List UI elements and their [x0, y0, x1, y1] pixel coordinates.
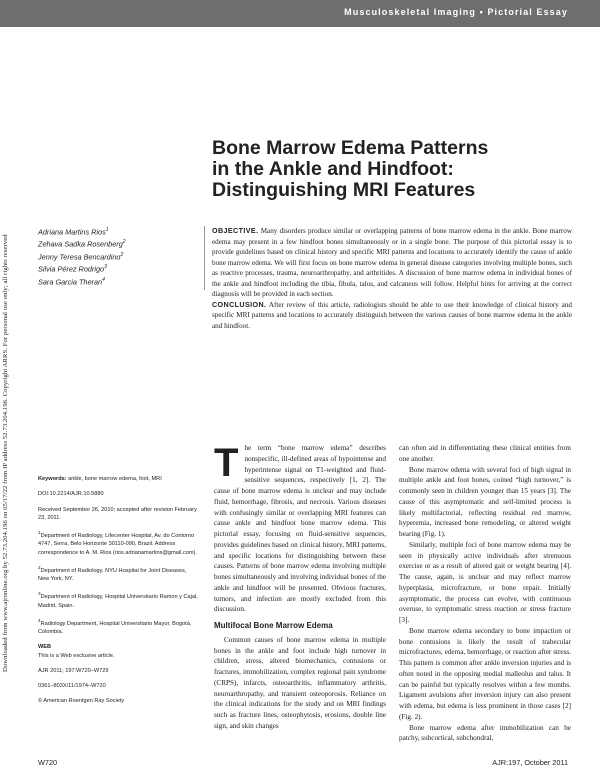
author-name: Adriana Martins Rios	[38, 227, 106, 237]
keywords	[38, 475, 198, 483]
abstract	[212, 226, 572, 331]
body-paragraph	[214, 443, 386, 615]
section-label: Musculoskeletal Imaging • Pictorial Essay	[344, 7, 568, 17]
author	[38, 225, 198, 237]
web-label: WEB	[38, 644, 52, 651]
author	[38, 262, 198, 274]
author	[38, 275, 198, 287]
affiliation-3: $^3$Department of Radiology, Hospital Universitario Ramon y Cajal, Madrid, Spain.	[38, 591, 198, 609]
header-bar	[0, 0, 600, 27]
affiliation-2: $^2$Department of Radiology, NYU Hospital for Joint Diseases, New York, NY.	[38, 564, 187, 583]
affiliation-4: $^4$Radiology Department, Hospital Universitario Mayor, Bogotá, Colombia.	[38, 617, 192, 635]
drop-cap: T	[214, 441, 239, 485]
author-affiliation-mark: 2	[120, 251, 124, 258]
issn: 0361–803X/11/1974–W720	[38, 683, 106, 690]
body-paragraph: can often aid in differentiating these clinical entities from one another.	[399, 444, 571, 463]
body-paragraph: Bone marrow edema secondary to bone impaction or bone contusions is likely the result of trabecular microfractures, edema, hemorrhage, or reaction after stress. This pattern is common after ankle inversion injuries and is often noted in the opposing medial malleolus and talus. It can be painful but typically resolves within a few months. Ligament avulsions after inversion injury can also present with edema, but edema is less prominent in those cases [2] (Fig. 2).	[399, 626, 571, 721]
received-dates: Received September 26, 2010; accepted after revision February 23, 2011.	[38, 506, 197, 521]
abstract-conclusion	[212, 300, 572, 332]
affiliation-text: Department of Radiology, Lifecenter Hospital, Av. do Contorno 4747, Serra, Belo Horizonte 30110-090, Brazil. Address correspondence to A. M. Rios (rios.adrianamartins@gmail.com).	[38, 533, 197, 556]
abstract-objective	[212, 226, 572, 300]
body-paragraph: Common causes of bone marrow edema in multiple bones in the ankle and foot include high turnover in children, stress, altered biomechanics, contusions or fractures, immobilization, complex regional pain syndrome (CRPS), infarcts, osteoarthritis, inflammatory arthritis, neuroarthropathy, and transient osteoporosis. Reliance on the clinical indications for the study and on MRI findings such as fracture lines, osteophytosis, erosions, double line sign, and skin changes	[214, 635, 386, 730]
web-text: This is a Web exclusive article.	[38, 652, 115, 659]
citation: AJR 2011; 197:W720–W729	[38, 667, 109, 674]
conclusion-label: CONCLUSION.	[212, 300, 267, 309]
page-number: W720	[38, 758, 58, 767]
objective-text: Many disorders produce similar or overlapping patterns of bone marrow edema in the ankle. Bone marrow edema may present in a few hindfoot bones simultaneously or in a single bone. The purpose of this pictorial essay is to provide guidelines based on clinical history and specific MRI patterns and locations to accurately identify the cause of ankle bone marrow edema. We will first focus on bone marrow edema in general disease categories involving multiple bones, such as reactive processes, trauma, neuroarthropathy, and arthritides. A discussion of bone marrow edema in individual bones of the ankle and hindfoot including the tibia, fibula, talus, and calcaneus will follow. Helpful hints for arriving at the correct diagnosis will be provided in each section.	[212, 227, 572, 298]
title-line-2: in the Ankle and Hindfoot:	[212, 158, 454, 180]
web-note	[38, 643, 198, 660]
conclusion-text: After review of this article, radiologists should be able to use their knowledge of clinical history and specific MRI patterns and locations to accurately distinguish between the various causes of bone marrow edema in the ankle and hindfoot.	[212, 300, 572, 330]
keywords-value: ankle, bone marrow edema, foot, MRI	[68, 476, 162, 482]
body-paragraph: Similarly, multiple foci of bone marrow edema may be seen in physically active individuals after strenuous exercise or as a result of altered gait or weight bearing [4]. The cause, again, is unclear and may reflect marrow hyperplasia, microfracture, or bone repair. Initially asymptomatic, the process can evolve, with continuous overuse, to symptomatic stress reaction or stress fracture [3].	[399, 540, 571, 624]
author	[38, 237, 198, 249]
keywords-label: Keywords:	[38, 476, 67, 482]
title-line-3: Distinguishing MRI Features	[212, 179, 476, 201]
doi: DOI:10.2214/AJR.10.5880	[38, 491, 104, 498]
affiliation-1: $^1$Department of Radiology, Lifecenter Hospital, Av. do Contorno 4747, Serra, Belo Horizonte 30110-090, Brazil. Address correspondence to A. M. Rios (rios.adrianamartins@gmail.com).	[38, 530, 197, 556]
author-affiliation-mark: 1	[105, 227, 109, 233]
journal-issue: AJR:197, October 2011	[492, 758, 568, 767]
author-name: Silvia Pérez Rodrigo	[38, 264, 105, 274]
author-affiliation-mark: 3	[104, 264, 107, 271]
author-list	[38, 225, 198, 287]
section-heading: Multifocal Bone Marrow Edema	[214, 621, 333, 630]
copyright: © American Roentgen Ray Society	[38, 698, 125, 705]
body-paragraph: Bone marrow edema with several foci of high signal in multiple ankle and foot bones, coined “high turnover,” is commonly seen in children younger than 15 years [3]. The cause of this asymptomatic and self-limited process is likely multifactorial, reflecting residual red marrow, hyperemia, increased bone remodeling, or altered weight bearing (Fig. 1).	[399, 465, 571, 538]
body-column-2	[399, 443, 571, 744]
objective-label: OBJECTIVE.	[212, 227, 259, 235]
body-column-1	[214, 443, 386, 732]
article-title	[212, 138, 572, 201]
body-paragraph: Bone marrow edema after immobilization can be patchy, subcortical, subchondral,	[399, 723, 571, 743]
abstract-divider	[204, 226, 205, 290]
author-affiliation-mark: 2	[122, 239, 126, 246]
author-affiliation-mark: 4	[102, 276, 105, 283]
affiliation-text: Radiology Department, Hospital Universitario Mayor, Bogotá, Colombia.	[38, 620, 192, 635]
author-name: Jenny Teresa Bencardino	[38, 252, 121, 262]
paragraph-text: he term “bone marrow edema” describes nonspecific, ill-defined areas of hypointense and hyperintense signal on T1-weighted and fluid-sensitive sequences, respectively [1, 2]. The cause of bone marrow edema is unclear and may include fluid, hemorrhage, fibrosis, and necrosis. Various diseases with confusingly similar or overlapping MRI features can cause ankle and hindfoot bone marrow edema. This pictorial essay, focusing on fluid-sensitive sequences, provides guidelines based on clinical history, MRI patterns, and specific locations for distinguishing between these causes. Patterns of bone marrow edema involving multiple bones simultaneously and involving individual bones of the ankle and hindfoot will be presented. Obvious fractures, tumors, and infection are mostly excluded from this discussion.	[214, 444, 386, 614]
download-notice-text: Downloaded from www.ajronline.org by 52.73.204.196 on 05/17/22 from IP address 52.73.204.196. Copyright ARRS. For personal use only; all rights reserved	[2, 234, 9, 672]
affiliation-text: Department of Radiology, Hospital Universitario Ramon y Cajal, Madrid, Spain.	[38, 594, 198, 609]
author-name: Zehava Sadka Rosenberg	[38, 239, 123, 249]
article-metadata	[38, 475, 198, 713]
download-notice	[0, 112, 14, 672]
title-line-1: Bone Marrow Edema Patterns	[212, 137, 489, 159]
author	[38, 250, 198, 262]
author-name: Sara Garcia Theran	[38, 277, 103, 287]
affiliation-text: Department of Radiology, NYU Hospital for Joint Diseases, New York, NY.	[38, 567, 187, 583]
